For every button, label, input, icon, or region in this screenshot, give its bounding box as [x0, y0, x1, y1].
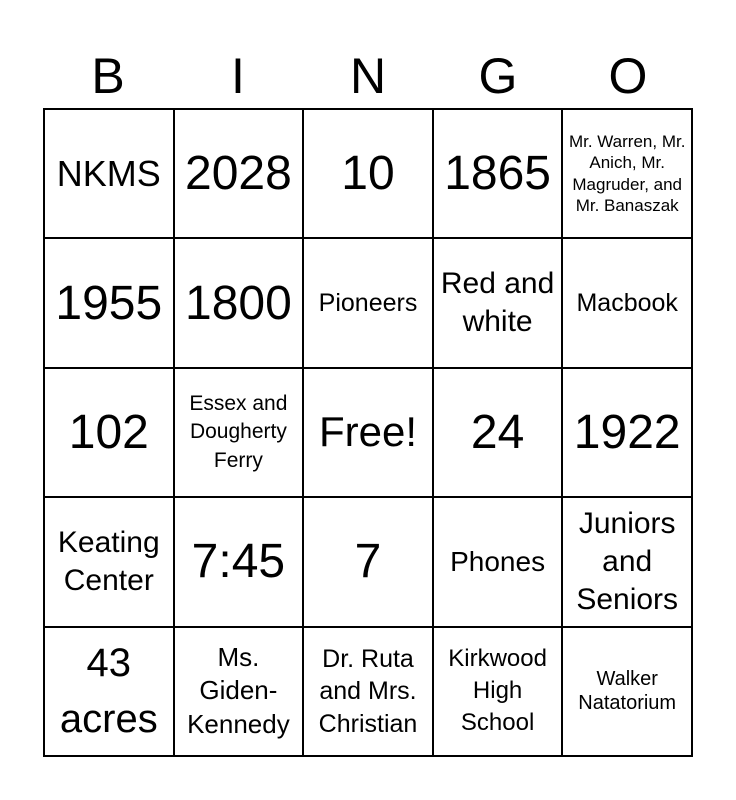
cell-text: Walker Natatorium: [578, 668, 677, 715]
bingo-cell[interactable]: [433, 238, 563, 367]
bingo-cell[interactable]: [44, 497, 174, 626]
bingo-cell[interactable]: [433, 109, 563, 238]
cell-text: Pioneers: [318, 288, 418, 317]
bingo-cell[interactable]: [433, 497, 563, 626]
bingo-cell[interactable]: [174, 238, 304, 367]
cell-text: 1865: [444, 147, 551, 201]
bingo-cell[interactable]: [44, 238, 174, 367]
cell-text: 7: [354, 535, 382, 589]
cell-text: 43 acres: [59, 641, 158, 742]
cell-text: Ms. Giden-Kennedy: [187, 641, 290, 740]
cell-text: Phones: [450, 545, 546, 577]
cell-text: 7:45: [191, 535, 286, 589]
cell-text: 1800: [185, 276, 292, 330]
bingo-cell[interactable]: [44, 109, 174, 238]
bingo-cell[interactable]: [562, 627, 692, 756]
bingo-cell[interactable]: [433, 368, 563, 497]
bingo-cell[interactable]: [303, 109, 433, 238]
header-letter-o: O: [608, 48, 648, 104]
bingo-header: [43, 44, 693, 108]
header-letter-g: G: [478, 48, 518, 104]
bingo-cell[interactable]: [174, 109, 304, 238]
bingo-cell[interactable]: [562, 109, 692, 238]
bingo-cell[interactable]: [303, 627, 433, 756]
cell-text: 1922: [573, 405, 681, 459]
cell-text: Macbook: [576, 288, 678, 317]
cell-text: NKMS: [56, 152, 161, 194]
cell-text: 10: [341, 147, 395, 201]
header-letter-b: B: [91, 48, 125, 104]
cell-text: Mr. Warren, Mr. Anich, Mr. Magruder, and Mr. Banaszak: [568, 132, 686, 215]
bingo-cell[interactable]: [44, 368, 174, 497]
cell-text: 24: [470, 405, 525, 459]
cell-text: 102: [68, 405, 149, 459]
bingo-cell[interactable]: [174, 497, 304, 626]
header-letter-n: N: [349, 48, 387, 104]
cell-text: 2028: [185, 147, 292, 201]
bingo-cell[interactable]: [44, 627, 174, 756]
cell-text: Dr. Ruta and Mrs. Christian: [318, 644, 418, 738]
bingo-cell[interactable]: [433, 627, 563, 756]
bingo-cell[interactable]: [303, 497, 433, 626]
bingo-cell[interactable]: [562, 238, 692, 367]
cell-text: Free!: [318, 408, 417, 456]
bingo-cell[interactable]: [303, 238, 433, 367]
bingo-cell[interactable]: [174, 627, 304, 756]
bingo-cell[interactable]: [562, 368, 692, 497]
cell-text: Keating Center: [57, 525, 160, 597]
cell-text: Essex and Dougherty Ferry: [189, 391, 288, 472]
bingo-cell[interactable]: [174, 368, 304, 497]
cell-text: Red and white: [440, 267, 555, 339]
bingo-board: [43, 108, 693, 757]
header-letter-i: I: [231, 48, 245, 104]
free-space-cell[interactable]: [303, 368, 433, 497]
cell-text: Kirkwood High School: [448, 645, 547, 737]
cell-text: 1955: [55, 276, 163, 330]
bingo-cell[interactable]: [562, 497, 692, 626]
cell-text: Juniors and Seniors: [576, 506, 679, 616]
